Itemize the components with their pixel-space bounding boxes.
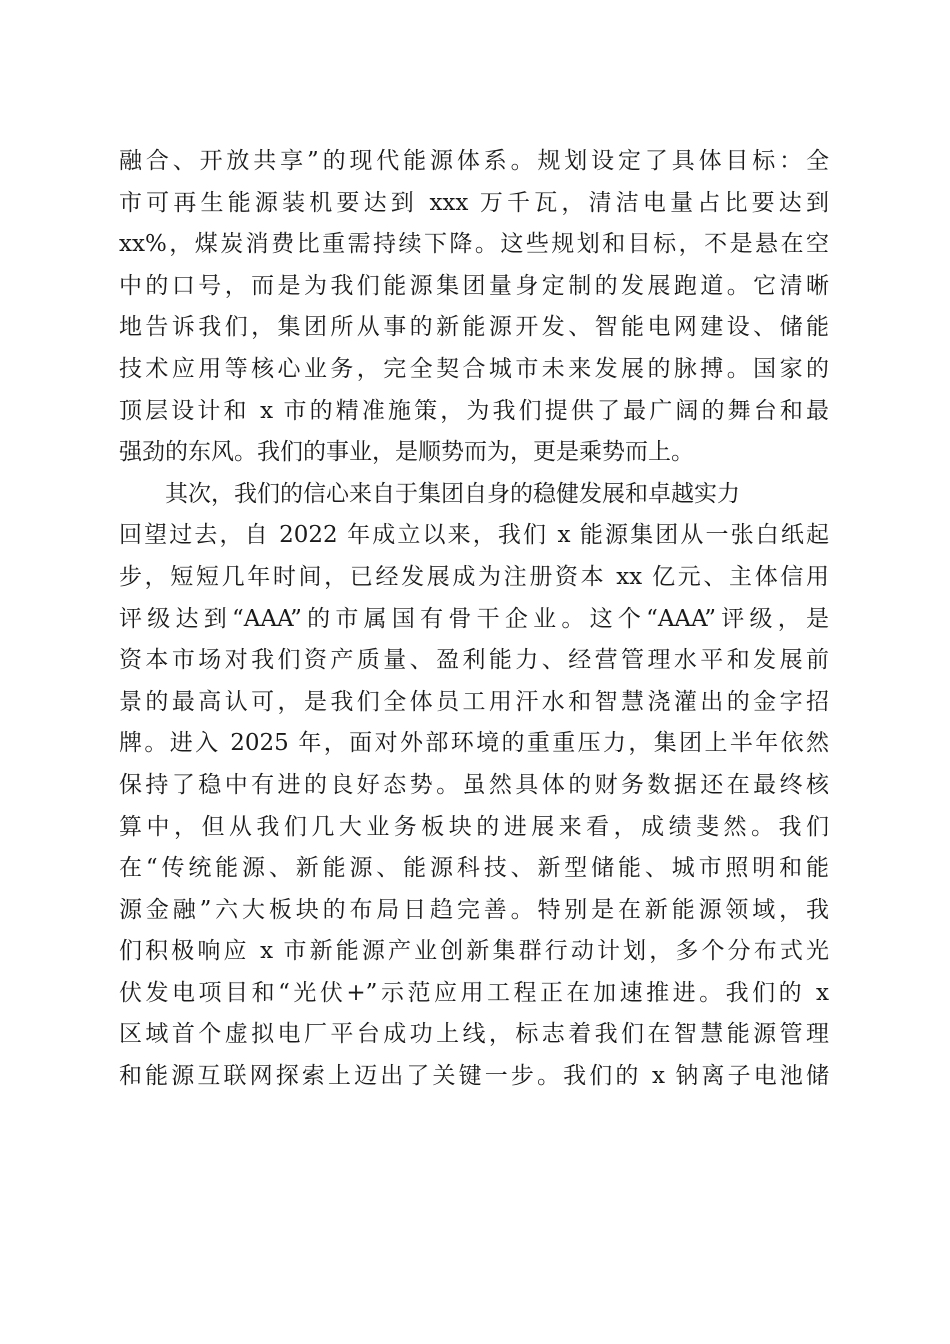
text-line: 强劲的东风。我们的事业，是顺势而为，更是乘势而上。 — [119, 439, 694, 466]
text-line: 算中，但从我们几大业务板块的进展来看，成绩斐然。我们 — [119, 813, 829, 840]
text-line: 区域首个虚拟电厂平台成功上线，标志着我们在智慧能源管理 — [119, 1021, 829, 1048]
text-line: 回望过去，自 2022 年成立以来，我们 x 能源集团从一张白纸起 — [119, 522, 829, 549]
text-line: 资本市场对我们资产质量、盈利能力、经营管理水平和发展前 — [119, 647, 829, 674]
text-line: 保持了稳中有进的良好态势。虽然具体的财务数据还在最终核 — [119, 771, 829, 798]
paragraph-2 — [119, 474, 829, 1098]
paragraph-1 — [119, 141, 829, 474]
text-line: 伏发电项目和“光伏+”示范应用工程正在加速推进。我们的 x — [119, 979, 829, 1006]
text-line: 步，短短几年时间，已经发展成为注册资本 xx 亿元、主体信用 — [119, 563, 829, 590]
text-line: 和能源互联网探索上迈出了关键一步。我们的 x 钠离子电池储 — [119, 1063, 829, 1090]
text-line: 景的最高认可，是我们全体员工用汗水和智慧浇灌出的金字招 — [119, 688, 829, 715]
text-line: xx%，煤炭消费比重需持续下降。这些规划和目标，不是悬在空 — [119, 231, 829, 258]
text-line: 们积极响应 x 市新能源产业创新集群行动计划，多个分布式光 — [119, 938, 829, 965]
text-line: 融合、开放共享”的现代能源体系。规划设定了具体目标：全 — [119, 148, 829, 174]
text-line: 技术应用等核心业务，完全契合城市未来发展的脉搏。国家的 — [119, 355, 829, 382]
text-line: 在“传统能源、新能源、能源科技、新型储能、城市照明和能 — [119, 855, 829, 882]
text-line: 源金融”六大板块的布局日趋完善。特别是在新能源领域，我 — [119, 896, 829, 923]
text-line: 市可再生能源装机要达到 xxx 万千瓦，清洁电量占比要达到 — [119, 189, 829, 216]
text-line: 顶层设计和 x 市的精准施策，为我们提供了最广阔的舞台和最 — [119, 397, 829, 424]
text-line: 其次，我们的信心来自于集团自身的稳健发展和卓越实力 — [119, 480, 740, 507]
document-body — [119, 141, 829, 1098]
text-line: 地告诉我们，集团所从事的新能源开发、智能电网建设、储能 — [119, 314, 829, 341]
text-line: 中的口号，而是为我们能源集团量身定制的发展跑道。它清晰 — [119, 272, 829, 299]
text-line: 评级达到“AAA”的市属国有骨干企业。这个“AAA”评级，是 — [119, 605, 829, 632]
text-line: 牌。进入 2025 年，面对外部环境的重重压力，集团上半年依然 — [119, 730, 829, 757]
